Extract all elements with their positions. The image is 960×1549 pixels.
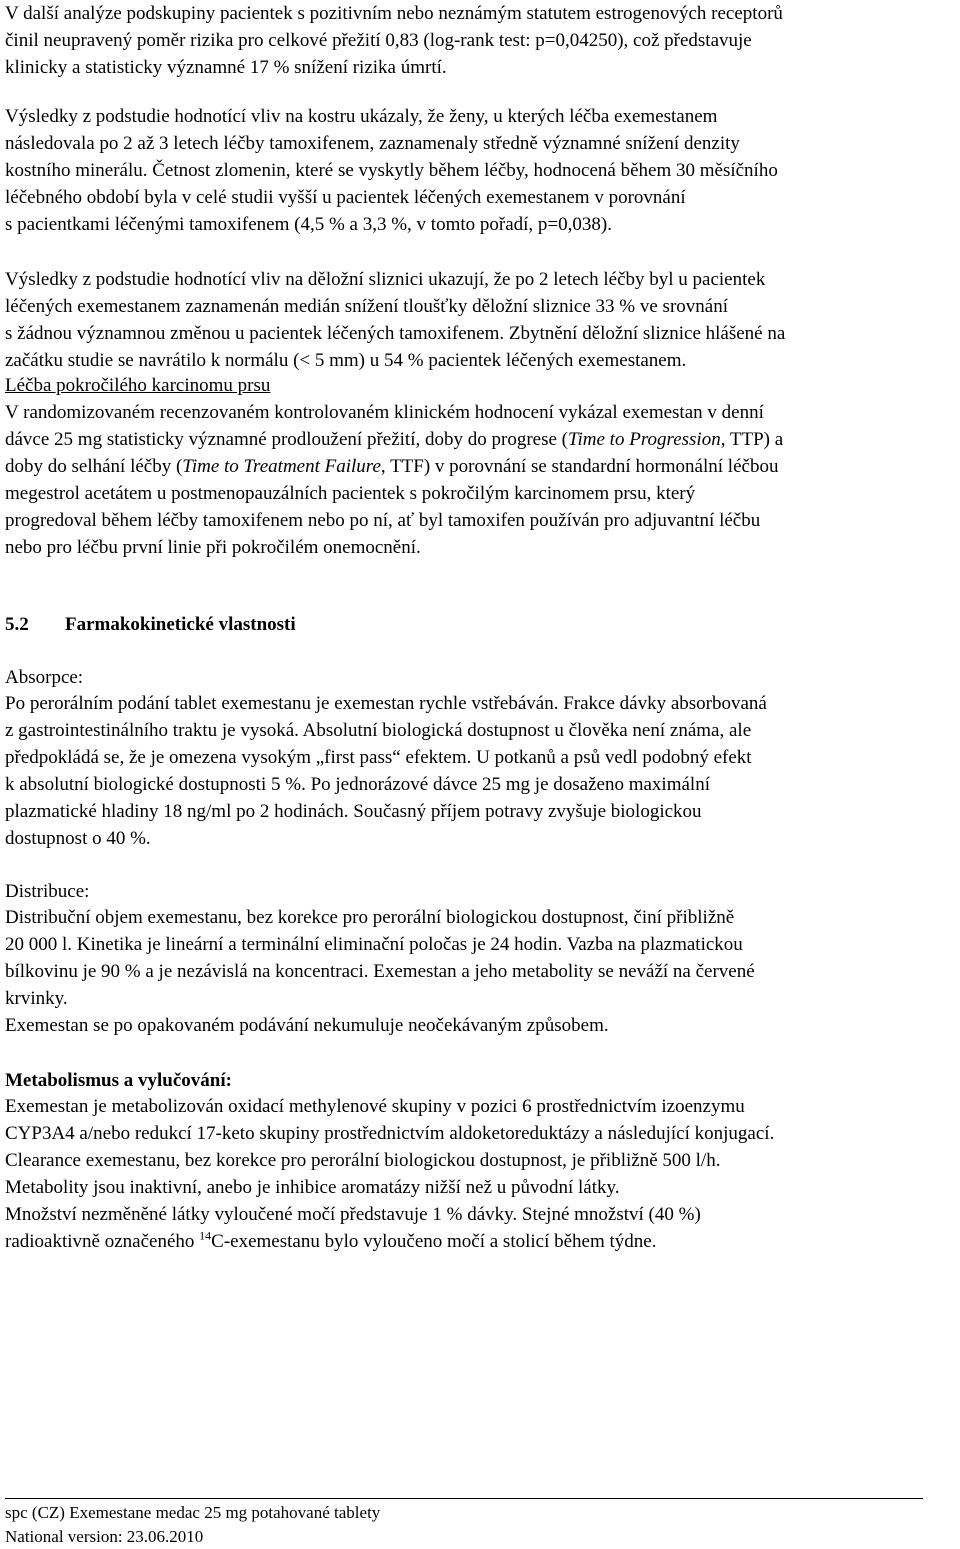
- paragraph-absorption: [5, 690, 955, 852]
- paragraph-bone-substudy: [5, 103, 955, 238]
- text-run: doby do selhání léčby (: [5, 456, 183, 477]
- text-line: následovala po 2 až 3 letech léčby tamoxifenem, zaznamenaly středně významné snížení denzity: [5, 133, 740, 154]
- text-line: předpokládá se, že je omezena vysokým „first pass“ efektem. U potkanů a psů vedl podobný efekt: [5, 747, 752, 768]
- text-line: Výsledky z podstudie hodnotící vliv na děložní sliznici ukazují, že po 2 letech léčby byl u pacientek: [5, 269, 766, 290]
- paragraph-distribution: [5, 904, 955, 1039]
- text-line: Clearance exemestanu, bez korekce pro perorální biologickou dostupnost, je přibližně 500 l/h.: [5, 1150, 721, 1171]
- distribution-heading: Distribuce:: [5, 881, 90, 902]
- paragraph-metabolism: [5, 1093, 955, 1255]
- text-line: činil neupravený poměr rizika pro celkové přežití 0,83 (log-rank test: p=0,04250), což představuje: [5, 30, 752, 51]
- italic-term: Time to Treatment Failure: [182, 456, 381, 477]
- text-line: Exemestan je metabolizován oxidací methylenové skupiny v pozici 6 prostřednictvím izoenzymu: [5, 1096, 745, 1117]
- footer-product-line: spc (CZ) Exemestane medac 25 mg potahované tablety: [5, 1503, 381, 1522]
- text-line: Po perorálním podání tablet exemestanu je exemestan rychle vstřebáván. Frakce dávky absorbovaná: [5, 693, 767, 714]
- section-heading: Léčba pokročilého karcinomu prsu: [5, 375, 271, 396]
- page-footer: [5, 1501, 380, 1549]
- text-line: s žádnou významnou změnou u pacientek léčených tamoxifenem. Zbytnění děložní sliznice hlášené na: [5, 323, 786, 344]
- text-line: CYP3A4 a/nebo redukcí 17-keto skupiny prostřednictvím aldoketoreduktázy a následující konjugací.: [5, 1123, 775, 1144]
- text-line: Distribuční objem exemestanu, bez korekce pro perorální biologickou dostupnost, činí přibližně: [5, 907, 735, 928]
- text-line: 20 000 l. Kinetika je lineární a terminální eliminační poločas je 24 hodin. Vazba na plazmatickou: [5, 934, 743, 955]
- text-run: dávce 25 mg statisticky významné prodloužení přežití, doby do progrese (: [5, 429, 568, 450]
- text-line: [5, 453, 955, 480]
- text-line: k absolutní biologické dostupnosti 5 %. Po jednorázové dávce 25 mg je dosaženo maximální: [5, 774, 710, 795]
- section-5-2-heading: [5, 611, 955, 638]
- paragraph-subgroup-analysis: [5, 0, 955, 81]
- section-title: Farmakokinetické vlastnosti: [65, 614, 296, 635]
- text-run: radioaktivně označeného: [5, 1231, 200, 1252]
- absorption-heading: Absorpce:: [5, 667, 84, 688]
- text-line: léčebného období byla v celé studii vyšší u pacientek léčených exemestanem v porovnání: [5, 187, 686, 208]
- text-run: C-exemestanu bylo vyloučeno močí a stolicí během týdne.: [211, 1231, 657, 1252]
- text-line: z gastrointestinálního traktu je vysoká. Absolutní biologická dostupnost u člověka není známa, ale: [5, 720, 752, 741]
- section-advanced-breast-cancer: [5, 372, 955, 561]
- text-line: [5, 426, 955, 453]
- section-number: 5.2: [5, 614, 29, 635]
- text-line: V další analýze podskupiny pacientek s pozitivním nebo neznámým statutem estrogenových receptorů: [5, 3, 783, 24]
- text-line: Množství nezměněné látky vyloučené močí představuje 1 % dávky. Stejné množství (40 %): [5, 1204, 701, 1225]
- text-line: Výsledky z podstudie hodnotící vliv na kostru ukázaly, že ženy, u kterých léčba exemestanem: [5, 106, 718, 127]
- paragraph-endometrium-substudy: [5, 266, 955, 374]
- isotope-superscript: 14: [199, 1228, 212, 1243]
- text-line: dostupnost o 40 %.: [5, 828, 151, 849]
- text-line: léčených exemestanem zaznamenán medián snížení tloušťky děložní sliznice 33 % ve srovnání: [5, 296, 728, 317]
- footer-divider: [5, 1498, 923, 1499]
- text-run: , TTF) v porovnání se standardní hormonální léčbou: [380, 456, 779, 477]
- text-line: megestrol acetátem u postmenopauzálních pacientek s pokročilým karcinomem prsu, který: [5, 483, 696, 504]
- italic-term: Time to Progression: [567, 429, 721, 450]
- text-line: [5, 1228, 955, 1255]
- text-line: progredoval během léčby tamoxifenem nebo po ní, ať byl tamoxifen používán pro adjuvantní léčbu: [5, 510, 761, 531]
- text-line: krvinky.: [5, 988, 68, 1009]
- footer-version-line: National version: 23.06.2010: [5, 1527, 204, 1546]
- text-line: klinicky a statisticky významné 17 % snížení rizika úmrtí.: [5, 57, 447, 78]
- text-line: začátku studie se navrátilo k normálu (< 5 mm) u 54 % pacientek léčených exemestanem.: [5, 350, 687, 371]
- text-line: V randomizovaném recenzovaném kontrolovaném klinickém hodnocení vykázal exemestan v denní: [5, 402, 764, 423]
- text-line: Metabolity jsou inaktivní, anebo je inhibice aromatázy nižší než u původní látky.: [5, 1177, 620, 1198]
- text-line: s pacientkami léčenými tamoxifenem (4,5 % a 3,3 %, v tomto pořadí, p=0,038).: [5, 214, 612, 235]
- text-line: Exemestan se po opakovaném podávání nekumuluje neočekávaným způsobem.: [5, 1015, 609, 1036]
- metabolism-heading: Metabolismus a vylučování:: [5, 1070, 232, 1091]
- text-line: plazmatické hladiny 18 ng/ml po 2 hodinách. Současný příjem potravy zvyšuje biologickou: [5, 801, 702, 822]
- text-line: nebo pro léčbu první linie při pokročilém onemocnění.: [5, 537, 421, 558]
- text-line: bílkovinu je 90 % a je nezávislá na koncentraci. Exemestan a jeho metabolity se neváží na červené: [5, 961, 755, 982]
- text-run: , TTP) a: [720, 429, 784, 450]
- text-line: kostního minerálu. Četnost zlomenin, které se vyskytly během léčby, hodnocená během 30 měsíčního: [5, 160, 778, 181]
